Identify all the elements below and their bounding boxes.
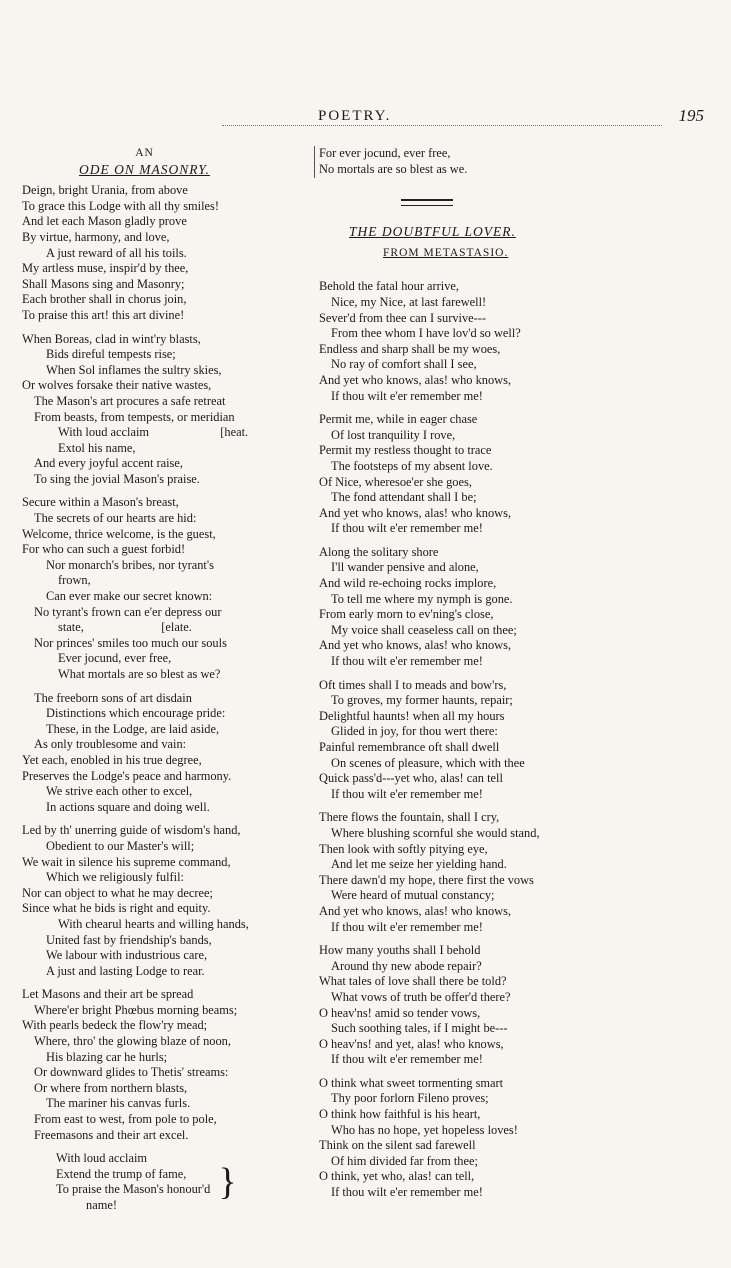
lover-title: THE DOUBTFUL LOVER. bbox=[349, 224, 516, 240]
verse-line: If thou wilt e'er remember me! bbox=[331, 521, 483, 536]
lover-body bbox=[319, 279, 619, 1200]
verse-line: Nor princes' smiles too much our souls bbox=[34, 635, 227, 650]
verse-line: Each brother shall in chorus join, bbox=[22, 292, 187, 307]
chorus-brace: } bbox=[218, 1161, 237, 1204]
verse-line: What mortals are so blest as we? bbox=[58, 667, 221, 681]
verse-line: Secure within a Mason's breast, bbox=[22, 495, 179, 510]
verse-line: The mariner his canvas furls. bbox=[46, 1096, 191, 1111]
verse-line: Or downward glides to Thetis' streams: bbox=[34, 1065, 229, 1080]
verse-line: When Boreas, clad in wint'ry blasts, bbox=[22, 331, 201, 346]
verse-line: With chearul hearts and willing hands, bbox=[58, 916, 249, 931]
chorus-line: With loud acclaim bbox=[56, 1151, 148, 1166]
stanza bbox=[22, 495, 314, 682]
verse-line: Welcome, thrice welcome, is the guest, bbox=[22, 526, 216, 541]
verse-line: And yet who knows, alas! who knows, bbox=[319, 903, 512, 918]
section-divider bbox=[401, 199, 453, 206]
verse-line: Permit my restless thought to trace bbox=[319, 443, 492, 458]
verse-line: If thou wilt e'er remember me! bbox=[331, 786, 483, 801]
verse-line: Ever jocund, ever free, bbox=[58, 651, 172, 666]
verse-line: Freemasons and their art excel. bbox=[34, 1127, 189, 1142]
chorus-lines bbox=[22, 1151, 210, 1213]
verse-line: And yet who knows, alas! who knows, bbox=[319, 505, 512, 520]
verse-line: Can ever make our secret known: bbox=[46, 589, 213, 604]
verse-line: Around thy new abode repair? bbox=[331, 958, 482, 973]
stanza bbox=[22, 823, 314, 979]
verse-line: To tell me where my nymph is gone. bbox=[331, 591, 513, 606]
verse-line: Then look with softly pitying eye, bbox=[319, 841, 488, 856]
verse-line: Where blushing scornful she would stand, bbox=[331, 825, 540, 840]
stanza bbox=[319, 545, 619, 670]
verse-line: state, [elate. bbox=[58, 620, 192, 635]
verse-line: To sing the jovial Mason's praise. bbox=[34, 471, 200, 486]
verse-line: These, in the Lodge, are laid aside, bbox=[46, 721, 220, 736]
stanza bbox=[319, 412, 619, 537]
stanza bbox=[22, 332, 314, 488]
verse-line: Thy poor forlorn Fileno proves; bbox=[331, 1091, 489, 1106]
header-rule bbox=[222, 125, 662, 126]
chorus-line: To praise the Mason's honour'd bbox=[56, 1182, 211, 1197]
stanza bbox=[319, 678, 619, 803]
ode-pre-title: AN bbox=[135, 147, 154, 159]
verse-line: O heav'ns! amid so tender vows, bbox=[319, 1005, 481, 1020]
running-header bbox=[22, 108, 712, 132]
verse-line: And yet who knows, alas! who knows, bbox=[319, 372, 512, 387]
lover-subtitle: FROM METASTASIO. bbox=[383, 246, 509, 259]
verse-line: If thou wilt e'er remember me! bbox=[331, 388, 483, 403]
verse-line: We wait in silence his supreme command, bbox=[22, 854, 231, 869]
verse-line: If thou wilt e'er remember me! bbox=[331, 654, 483, 669]
running-title: POETRY. bbox=[318, 108, 392, 124]
verse-line: Quick pass'd---yet who, alas! can tell bbox=[319, 771, 503, 786]
verse-line: frown, bbox=[58, 573, 91, 588]
verse-line: As only troublesome and vain: bbox=[34, 737, 187, 752]
verse-line: And let each Mason gladly prove bbox=[22, 214, 187, 229]
verse-line: Were heard of mutual constancy; bbox=[331, 888, 495, 903]
verse-line: To grace this Lodge with all thy smiles! bbox=[22, 198, 219, 213]
chorus-line: Extend the trump of fame, bbox=[56, 1166, 187, 1181]
verse-line: United fast by friendship's bands, bbox=[46, 932, 212, 947]
verse-line: No mortals are so blest as we. bbox=[319, 161, 468, 176]
verse-line: For ever jocund, ever free, bbox=[319, 146, 451, 160]
verse-line: To groves, my former haunts, repair; bbox=[331, 693, 513, 708]
verse-line: There dawn'd my hope, there first the vows bbox=[319, 872, 534, 887]
verse-line: On scenes of pleasure, which with thee bbox=[331, 755, 525, 770]
stanza bbox=[22, 691, 314, 816]
verse-line: By virtue, harmony, and love, bbox=[22, 229, 170, 244]
verse-line: O think, yet who, alas! can tell, bbox=[319, 1169, 475, 1184]
chorus-line: name! bbox=[86, 1198, 117, 1212]
ode-title: ODE ON MASONRY. bbox=[79, 161, 210, 177]
verse-line: Of lost tranquility I rove, bbox=[331, 427, 456, 442]
verse-line: Behold the fatal hour arrive, bbox=[319, 279, 460, 294]
verse-line: From east to west, from pole to pole, bbox=[34, 1112, 217, 1127]
ode-body bbox=[22, 183, 314, 1143]
verse-line: Permit me, while in eager chase bbox=[319, 412, 478, 427]
stanza bbox=[319, 279, 619, 404]
verse-line: And every joyful accent raise, bbox=[34, 456, 183, 471]
verse-line: What vows of truth be offer'd there? bbox=[331, 989, 511, 1004]
verse-line: The footsteps of my absent love. bbox=[331, 458, 493, 473]
verse-line: There flows the fountain, shall I cry, bbox=[319, 810, 500, 825]
verse-line: Extol his name, bbox=[58, 440, 136, 455]
left-column bbox=[22, 146, 314, 1214]
verse-line: Such soothing tales, if I might be--- bbox=[331, 1021, 508, 1036]
verse-line: We labour with industrious care, bbox=[46, 948, 208, 963]
stanza bbox=[319, 810, 619, 935]
verse-line: Led by th' unerring guide of wisdom's hand, bbox=[22, 823, 241, 838]
verse-line: Endless and sharp shall be my woes, bbox=[319, 341, 501, 356]
verse-line: Or wolves forsake their native wastes, bbox=[22, 378, 212, 393]
verse-line: From beasts, from tempests, or meridian bbox=[34, 409, 235, 424]
verse-line: O think what sweet tormenting smart bbox=[319, 1075, 504, 1090]
verse-line: We strive each other to excel, bbox=[46, 784, 193, 799]
verse-line: My artless muse, inspir'd by thee, bbox=[22, 261, 189, 276]
verse-line: Yet each, enobled in his true degree, bbox=[22, 752, 202, 767]
verse-line: His blazing car he hurls; bbox=[46, 1049, 168, 1064]
verse-line: Of Nice, wheresoe'er she goes, bbox=[319, 474, 472, 489]
verse-line: Think on the silent sad farewell bbox=[319, 1138, 476, 1153]
verse-line: Nor monarch's bribes, nor tyrant's bbox=[46, 557, 214, 572]
column-divider bbox=[314, 146, 315, 178]
verse-line: And yet who knows, alas! who knows, bbox=[319, 638, 512, 653]
verse-line: Who has no hope, yet hopeless loves! bbox=[331, 1122, 518, 1137]
verse-line: For who can such a guest forbid! bbox=[22, 542, 186, 557]
verse-line: Painful remembrance oft shall dwell bbox=[319, 740, 500, 754]
verse-line: Glided in joy, for thou wert there: bbox=[331, 724, 498, 739]
verse-line: The secrets of our hearts are hid: bbox=[34, 511, 197, 526]
verse-line: Bids direful tempests rise; bbox=[46, 347, 176, 362]
verse-line: The fond attendant shall I be; bbox=[331, 490, 477, 505]
verse-line: Or where from northern blasts, bbox=[34, 1080, 188, 1095]
stanza bbox=[22, 987, 314, 1143]
verse-line: Obedient to our Master's will; bbox=[46, 838, 195, 853]
verse-line: Oft times shall I to meads and bow'rs, bbox=[319, 677, 507, 692]
verse-line: If thou wilt e'er remember me! bbox=[331, 1052, 483, 1067]
verse-line: And wild re-echoing rocks implore, bbox=[319, 576, 497, 591]
verse-line: Nor can object to what he may decree; bbox=[22, 885, 213, 900]
verse-line: To praise this art! this art divine! bbox=[22, 307, 185, 322]
verse-line: Shall Masons sing and Masonry; bbox=[22, 276, 185, 291]
verse-line: Of him divided far from thee; bbox=[331, 1153, 478, 1168]
verse-line: Sever'd from thee can I survive--- bbox=[319, 310, 487, 325]
verse-line: Let Masons and their art be spread bbox=[22, 987, 194, 1002]
stanza bbox=[22, 183, 314, 323]
verse-line: My voice shall ceaseless call on thee; bbox=[331, 622, 517, 637]
verse-line: How many youths shall I behold bbox=[319, 943, 481, 958]
verse-line: The freeborn sons of art disdain bbox=[34, 690, 192, 705]
verse-line: Where, thro' the glowing blaze of noon, bbox=[34, 1034, 231, 1049]
verse-line: Distinctions which encourage pride: bbox=[46, 706, 226, 721]
verse-line: The Mason's art procures a safe retreat bbox=[34, 393, 226, 408]
verse-line: Delightful haunts! when all my hours bbox=[319, 708, 505, 723]
ode-continuation bbox=[319, 146, 619, 177]
page-number: 195 bbox=[678, 106, 704, 125]
verse-line: And let me seize her yielding hand. bbox=[331, 857, 507, 872]
stanza bbox=[319, 1076, 619, 1201]
verse-line: With loud acclaim [heat. bbox=[58, 425, 249, 440]
verse-line: If thou wilt e'er remember me! bbox=[331, 1185, 483, 1200]
verse-line: From early morn to ev'ning's close, bbox=[319, 607, 494, 622]
verse-line: From thee whom I have lov'd so well? bbox=[331, 326, 521, 341]
right-column bbox=[319, 146, 619, 1209]
verse-line: O heav'ns! and yet, alas! who knows, bbox=[319, 1036, 504, 1051]
stanza bbox=[319, 943, 619, 1068]
verse-line: A just and lasting Lodge to rear. bbox=[46, 963, 205, 978]
verse-line: What tales of love shall there be told? bbox=[319, 974, 507, 989]
verse-line: No ray of comfort shall I see, bbox=[331, 357, 477, 372]
verse-line: Where'er bright Phœbus morning beams; bbox=[34, 1002, 238, 1017]
verse-line: In actions square and doing well. bbox=[46, 799, 210, 814]
verse-line: Since what he bids is right and equity. bbox=[22, 901, 211, 916]
ode-chorus bbox=[22, 1151, 314, 1213]
verse-line: No tyrant's frown can e'er depress our bbox=[34, 604, 222, 619]
verse-line: Preserves the Lodge's peace and harmony. bbox=[22, 768, 232, 783]
verse-line: When Sol inflames the sultry skies, bbox=[46, 362, 222, 377]
verse-line: Deign, bright Urania, from above bbox=[22, 183, 188, 198]
verse-line: If thou wilt e'er remember me! bbox=[331, 919, 483, 934]
verse-line: A just reward of all his toils. bbox=[46, 245, 187, 260]
verse-line: Along the solitary shore bbox=[319, 544, 439, 559]
verse-line: With pearls bedeck the flow'ry mead; bbox=[22, 1018, 208, 1033]
verse-line: O think how faithful is his heart, bbox=[319, 1107, 481, 1122]
verse-line: Nice, my Nice, at last farewell! bbox=[331, 294, 487, 309]
verse-line: I'll wander pensive and alone, bbox=[331, 560, 479, 575]
verse-line: Which we religiously fulfil: bbox=[46, 870, 184, 885]
